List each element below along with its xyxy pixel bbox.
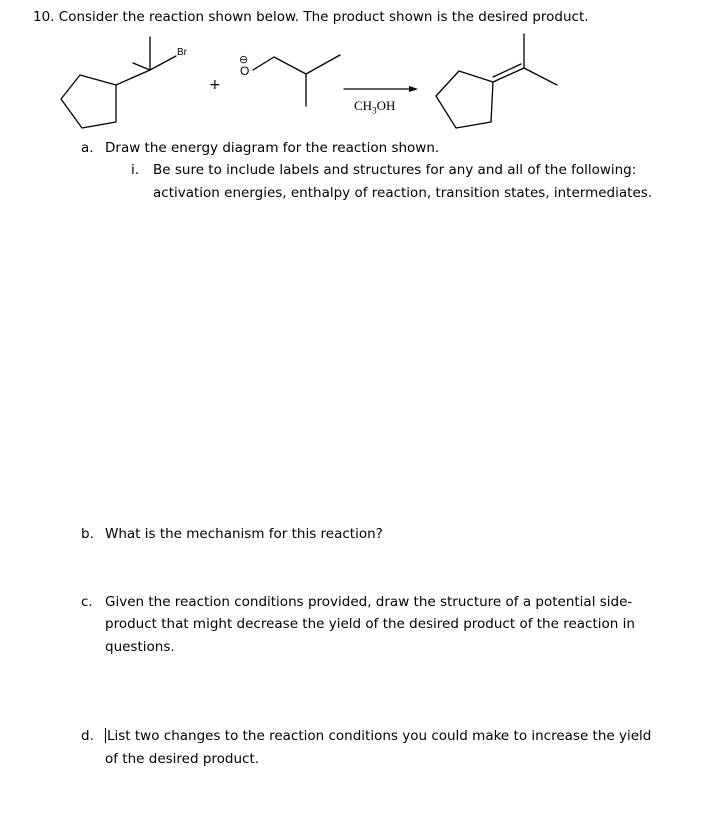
part-a-sub-marker: i. [131, 162, 140, 178]
part-a-marker: a. [81, 140, 94, 156]
reactant-ch2-bond [116, 70, 150, 85]
bromine-label: Br [177, 47, 187, 58]
part-b-text: What is the mechanism for this reaction? [105, 526, 383, 542]
reactant-cyclopentane-ring [61, 75, 116, 128]
question-prompt: Consider the reaction shown below. The product shown is the desired product. [58, 9, 589, 25]
part-d-marker: d. [81, 728, 94, 744]
product-cyclopentane-ring [436, 71, 493, 128]
reagent-tail: OH [376, 98, 396, 113]
reactant-c-br-bond [150, 56, 176, 70]
part-c-marker: c. [81, 594, 93, 610]
part-d-line1: List two changes to the reaction conditions you could make to increase the yield [107, 728, 652, 744]
alkoxide-o-c-bond [253, 57, 274, 70]
reagent-main: CH [354, 98, 373, 113]
reagent-label [354, 97, 395, 120]
part-b-marker: b. [81, 526, 94, 542]
alkoxide-chain-bond [274, 57, 306, 74]
part-c-line3: questions. [105, 639, 175, 655]
part-d-line2: of the desired product. [105, 751, 260, 767]
part-a-sub-line1: Be sure to include labels and structures for any and all of the following: [153, 162, 637, 178]
negative-charge-icon: ⊖ [239, 54, 249, 66]
product-methyl-right [524, 68, 557, 85]
part-a-text: Draw the energy diagram for the reaction shown. [105, 140, 440, 156]
reaction-arrow-head [409, 86, 418, 92]
part-a-sub-line2: activation energies, enthalpy of reaction, transition states, intermediates. [153, 185, 653, 201]
oxygen-label: O [240, 64, 250, 78]
reagent-subscript: 3 [372, 105, 377, 116]
part-d-line1-container[interactable] [105, 728, 651, 745]
part-c-line1: Given the reaction conditions provided, draw the structure of a potential side- [105, 594, 633, 610]
reactant-methyl-left [133, 63, 150, 70]
part-c-line2: product that might decrease the yield of the desired product of the reaction in [105, 616, 635, 632]
alkoxide-methyl-right [306, 55, 340, 74]
plus-sign: + [209, 77, 221, 93]
question-number: 10. [33, 9, 55, 25]
text-cursor [105, 728, 106, 743]
